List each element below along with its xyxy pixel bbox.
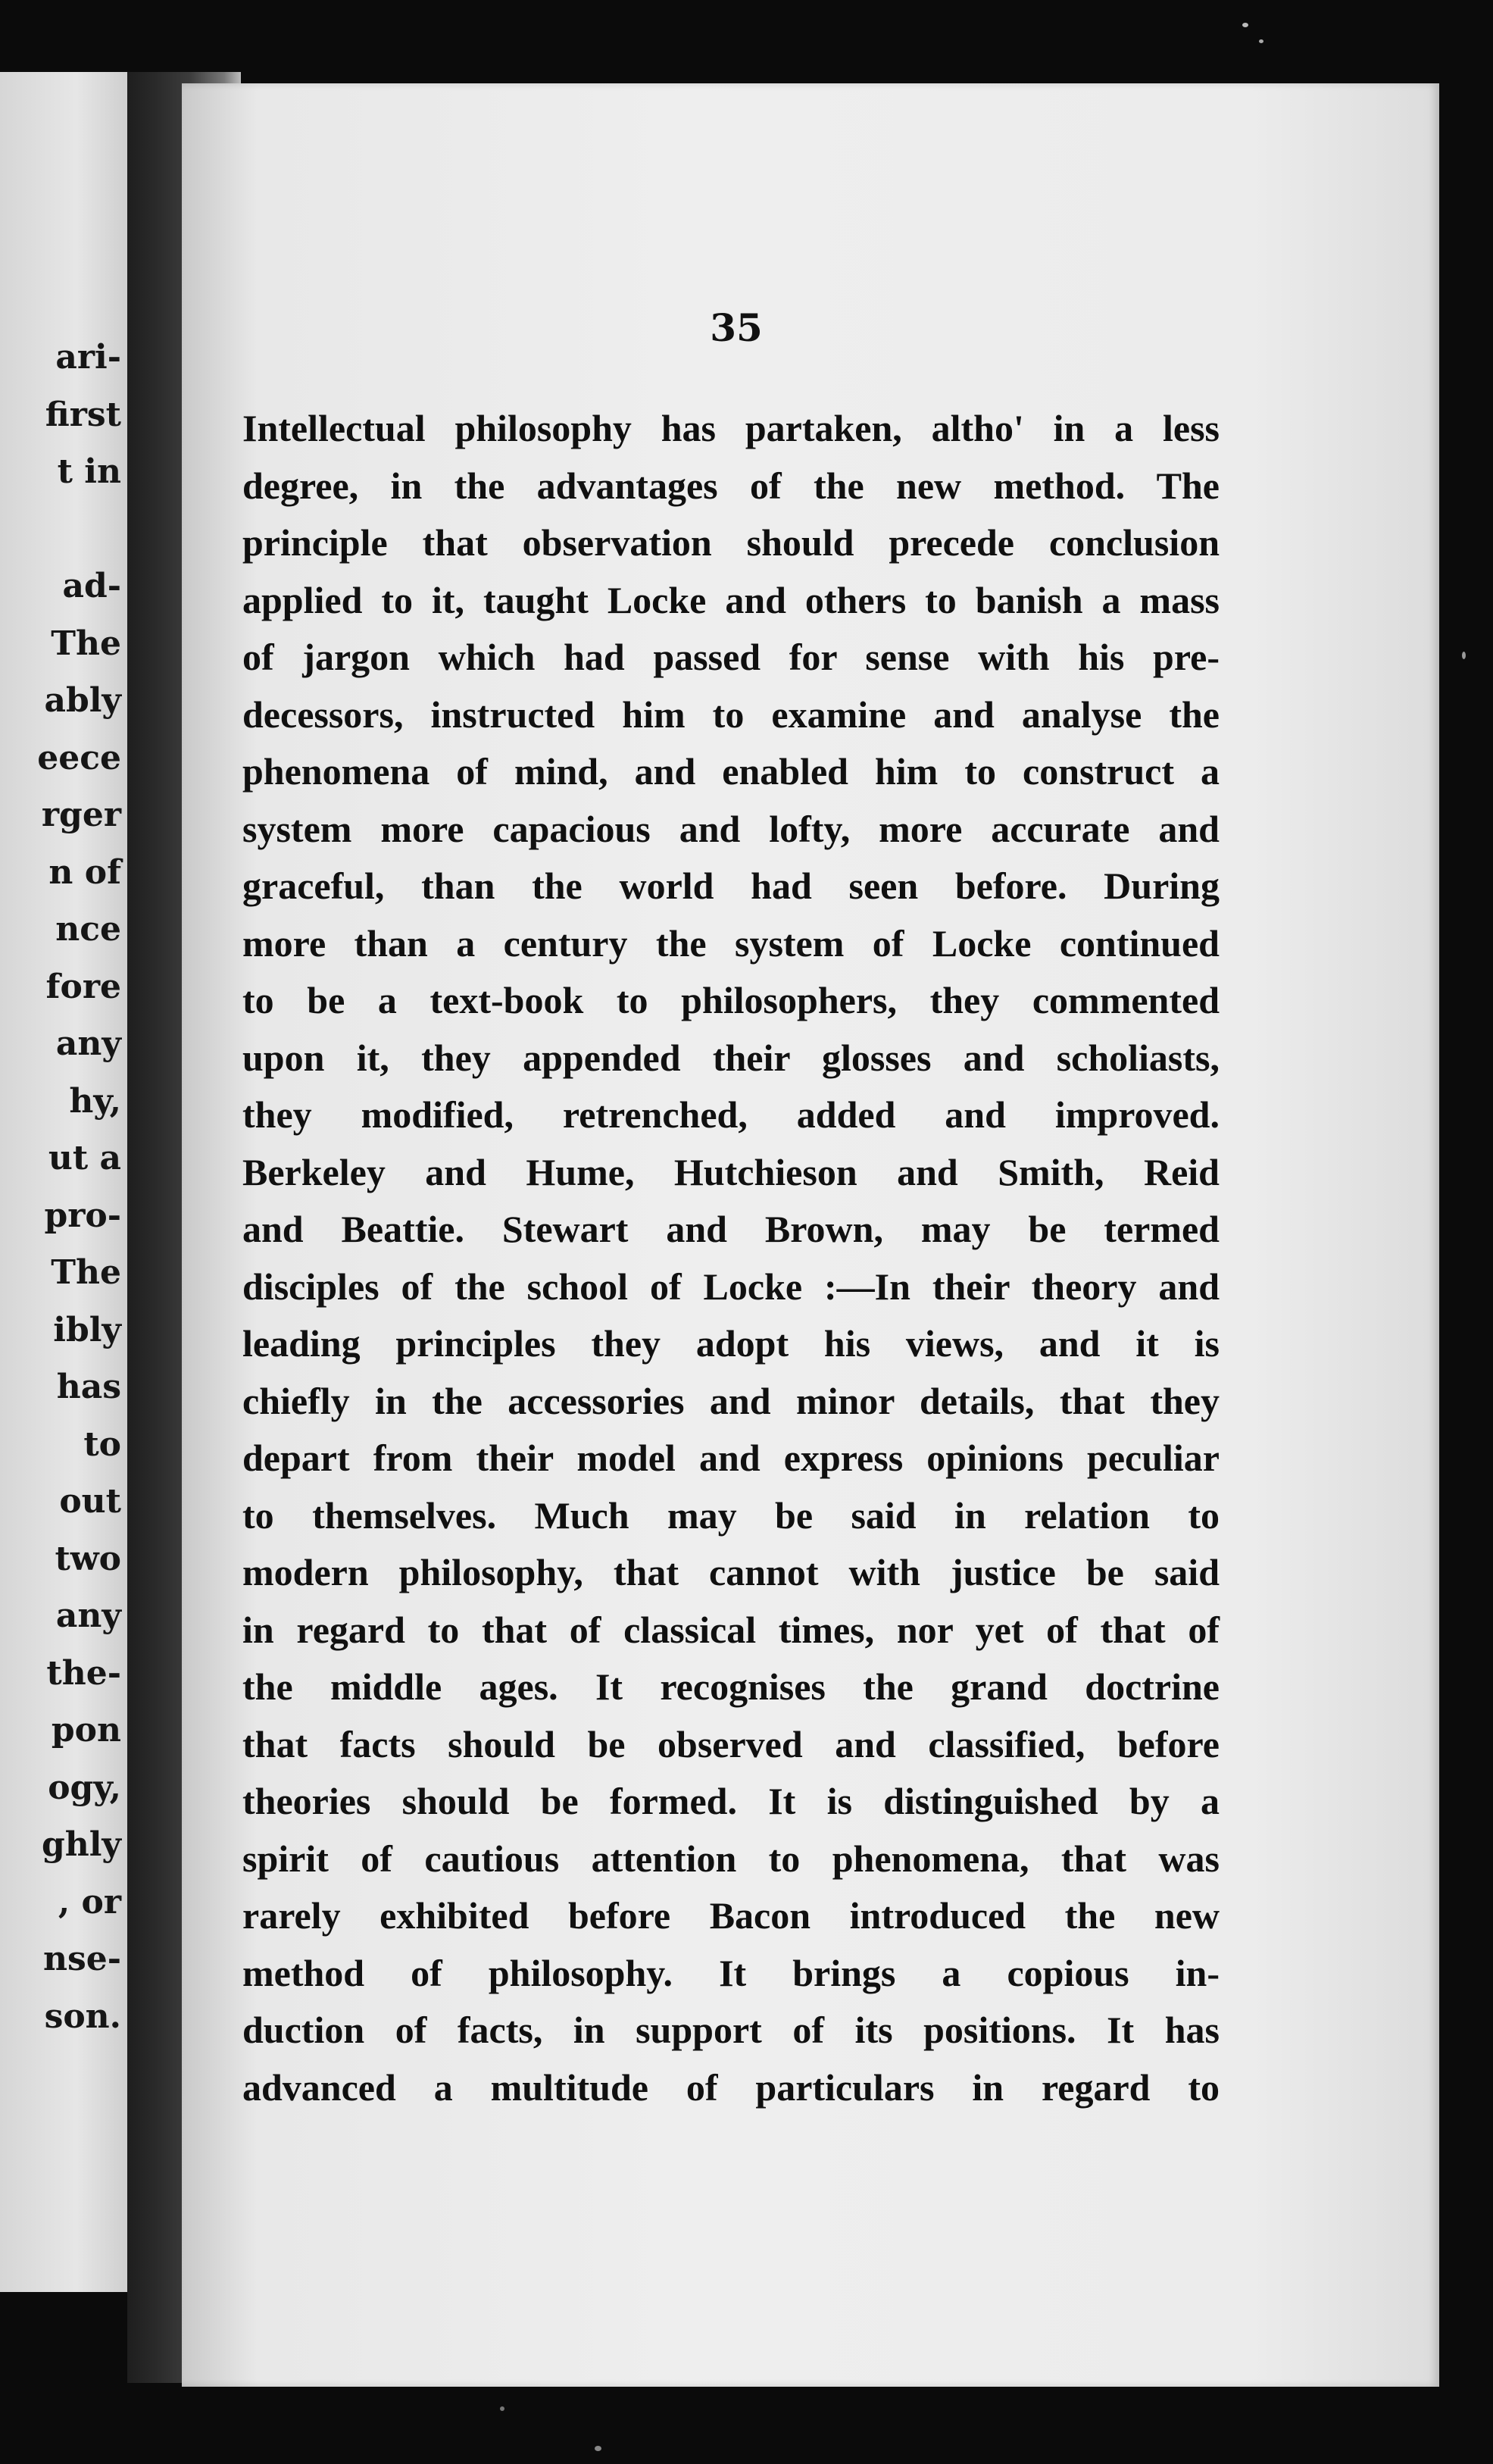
left-page-fragment: , or	[58, 1882, 121, 1921]
text-line: Intellectual philosophy has partaken, altho' in a less	[242, 407, 1220, 449]
left-page-fragment: any	[55, 1024, 121, 1063]
left-page-fragment: rger	[41, 796, 121, 834]
left-page-fragment: eece	[37, 738, 121, 777]
page-number: 35	[710, 305, 763, 350]
left-page-fragment: nce	[55, 910, 121, 949]
left-page-fragment: first	[45, 395, 121, 434]
text-line: modern philosophy, that cannot with justice be said	[242, 1551, 1220, 1593]
left-page-fragment: hy,	[69, 1081, 121, 1121]
left-facing-page	[0, 72, 127, 2292]
text-line: leading principles they adopt his views, and it is	[242, 1322, 1220, 1365]
text-line: the middle ages. It recognises the grand doctrine	[242, 1665, 1220, 1708]
left-page-fragment: ari-	[55, 338, 121, 377]
text-line: chiefly in the accessories and minor details, that they	[242, 1379, 1220, 1422]
left-page-fragment: nse-	[42, 1940, 121, 1978]
text-line: depart from their model and express opinions peculiar	[242, 1437, 1220, 1479]
left-page-fragment: the-	[46, 1653, 121, 1693]
text-line: disciples of the school of Locke :—In their theory and	[242, 1265, 1220, 1308]
text-line: duction of facts, in support of its positions. It has	[242, 2009, 1220, 2051]
text-line: rarely exhibited before Bacon introduced the new	[242, 1894, 1220, 1937]
left-page-fragment: The	[51, 1253, 121, 1292]
left-page-fragment: pon	[51, 1711, 121, 1750]
left-page-fragment: pro-	[44, 1196, 121, 1235]
left-page-fragment: ogy,	[48, 1768, 121, 1807]
text-line: graceful, than the world had seen before. During	[242, 865, 1220, 907]
left-page-fragment: two	[55, 1539, 121, 1578]
text-line: phenomena of mind, and enabled him to construct a	[242, 750, 1220, 793]
left-page-fragment: ibly	[53, 1310, 121, 1349]
left-page-fragment: fore	[45, 967, 121, 1006]
text-line: more than a century the system of Locke continued	[242, 921, 1220, 965]
left-page-fragment: ad-	[62, 567, 121, 605]
left-page-fragment: ghly	[41, 1825, 121, 1864]
left-page-fragment: out	[59, 1482, 121, 1521]
text-line: system more capacious and lofty, more accurate and	[242, 807, 1220, 850]
left-page-fragment: any	[55, 1596, 121, 1635]
left-page-fragment: ut a	[48, 1139, 121, 1177]
text-line: to themselves. Much may be said in relation to	[242, 1493, 1220, 1537]
page-body-text	[242, 400, 1220, 2116]
left-page-fragment: son.	[44, 1997, 121, 2036]
text-line: principle that observation should precede conclusion	[242, 521, 1220, 564]
text-line: theories should be formed. It is distinguished by a	[242, 1780, 1220, 1822]
text-line: to be a text-book to philosophers, they commented	[242, 979, 1220, 1021]
left-page-fragment: to	[83, 1424, 121, 1464]
text-line: of jargon which had passed for sense with his pre-	[242, 636, 1220, 678]
text-line: applied to it, taught Locke and others to banish a mass	[242, 578, 1220, 621]
left-page-fragment: The	[51, 624, 121, 663]
text-line: degree, in the advantages of the new method. The	[242, 464, 1220, 507]
left-page-fragment: n of	[48, 852, 121, 892]
text-line: they modified, retrenched, added and improved.	[242, 1093, 1220, 1136]
left-page-fragment: ably	[44, 681, 121, 720]
text-line: upon it, they appended their glosses and scholiasts,	[242, 1036, 1220, 1079]
text-line: Berkeley and Hume, Hutchieson and Smith, Reid	[242, 1150, 1220, 1193]
text-line: that facts should be observed and classified, before	[242, 1722, 1220, 1765]
text-line: decessors, instructed him to examine and analyse the	[242, 693, 1220, 736]
text-line: and Beattie. Stewart and Brown, may be termed	[242, 1208, 1220, 1250]
left-page-fragment: t in	[57, 452, 121, 491]
left-page-fragment: has	[56, 1368, 121, 1406]
text-line: in regard to that of classical times, nor yet of that of	[242, 1608, 1220, 1651]
text-line: method of philosophy. It brings a copious in-	[242, 1951, 1220, 1994]
text-line: advanced a multitude of particulars in regard to	[242, 2065, 1220, 2109]
text-line: spirit of cautious attention to phenomena, that was	[242, 1837, 1220, 1880]
